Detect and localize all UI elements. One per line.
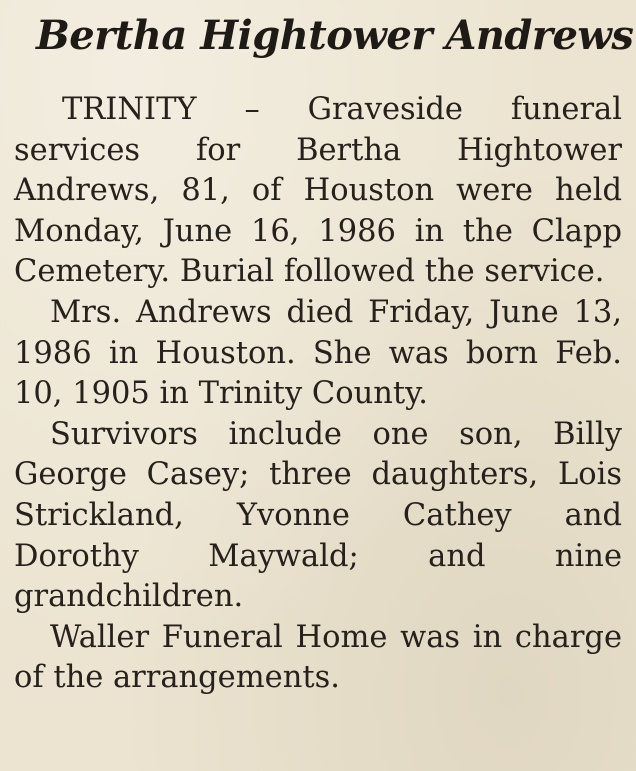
paragraph-service-text: – Graveside funeral services for Bertha Hightower Andrews, 81, of Houston were held Monday, June 16, 1986 in the Clapp Cemetery. Burial followed the service. xyxy=(14,92,622,290)
paragraph-funeral-home: Waller Funeral Home was in charge of the arrangements. xyxy=(14,619,622,696)
obituary-headline: Bertha Hightower Andrews xyxy=(36,12,634,59)
dateline: TRINITY xyxy=(62,92,197,127)
paragraph-survivors: Survivors include one son, Billy George Casey; three daughters, Lois Strickland, Yvonne Cathey and Dorothy Maywald; and nine grandchildren. xyxy=(14,416,622,615)
paragraph-service xyxy=(14,90,622,293)
paragraph-death: Mrs. Andrews died Friday, June 13, 1986 in Houston. She was born Feb. 10, 1905 in Trinity County. xyxy=(14,294,622,412)
obituary-body xyxy=(14,90,622,699)
